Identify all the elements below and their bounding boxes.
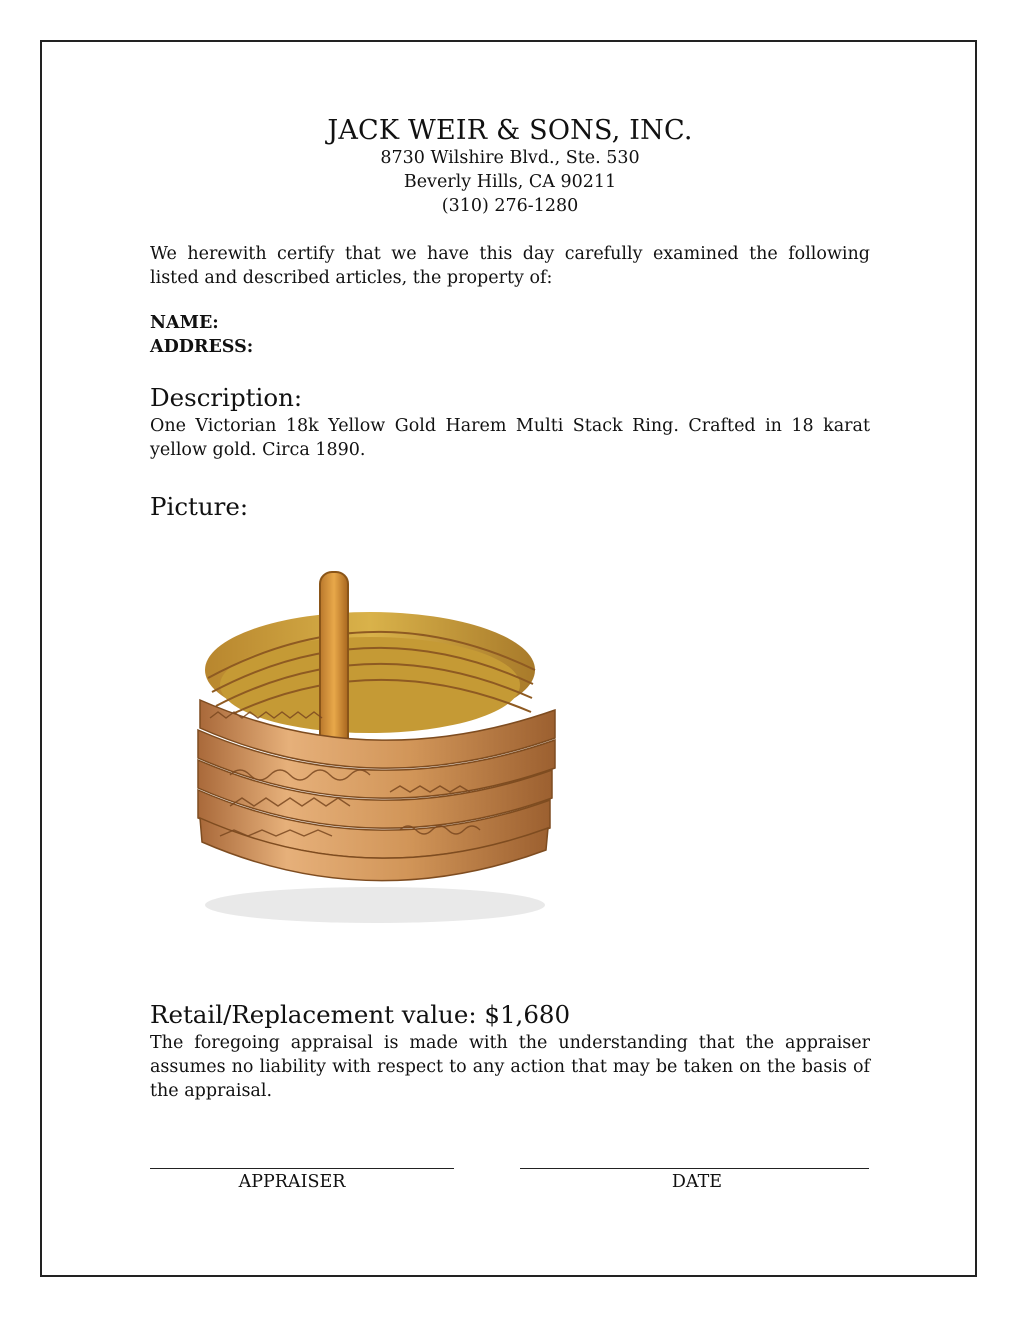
replacement-value: Retail/Replacement value: $1,680 [150, 1000, 571, 1029]
address-line-1: 8730 Wilshire Blvd., Ste. 530 [380, 148, 640, 168]
description-text: One Victorian 18k Yellow Gold Harem Multi Stack Ring. Crafted in 18 karat yellow gold. Circa 1890. [150, 416, 870, 460]
phone-number: (310) 276-1280 [441, 196, 579, 216]
company-name: JACK WEIR & SONS, INC. [327, 115, 693, 146]
appraiser-label: APPRAISER [238, 1172, 346, 1192]
ring-bar [320, 572, 348, 754]
ring-shadow [205, 887, 545, 923]
appraiser-signature-line [150, 1168, 454, 1169]
name-label: NAME: [150, 313, 219, 333]
date-signature-line [520, 1168, 869, 1169]
date-label: DATE [671, 1172, 723, 1192]
disclaimer-paragraph: The foregoing appraisal is made with the understanding that the appraiser assumes no liability with respect to any action that may be taken on the basis of the appraisal. [150, 1033, 870, 1101]
description-heading: Description: [150, 383, 303, 412]
address-label: ADDRESS: [150, 337, 254, 357]
ring-photo [190, 560, 580, 940]
address-line-2: Beverly Hills, CA 90211 [403, 172, 617, 192]
certify-paragraph: We herewith certify that we have this day carefully examined the following listed and described articles, the property of: [150, 244, 870, 288]
picture-heading: Picture: [150, 492, 249, 521]
